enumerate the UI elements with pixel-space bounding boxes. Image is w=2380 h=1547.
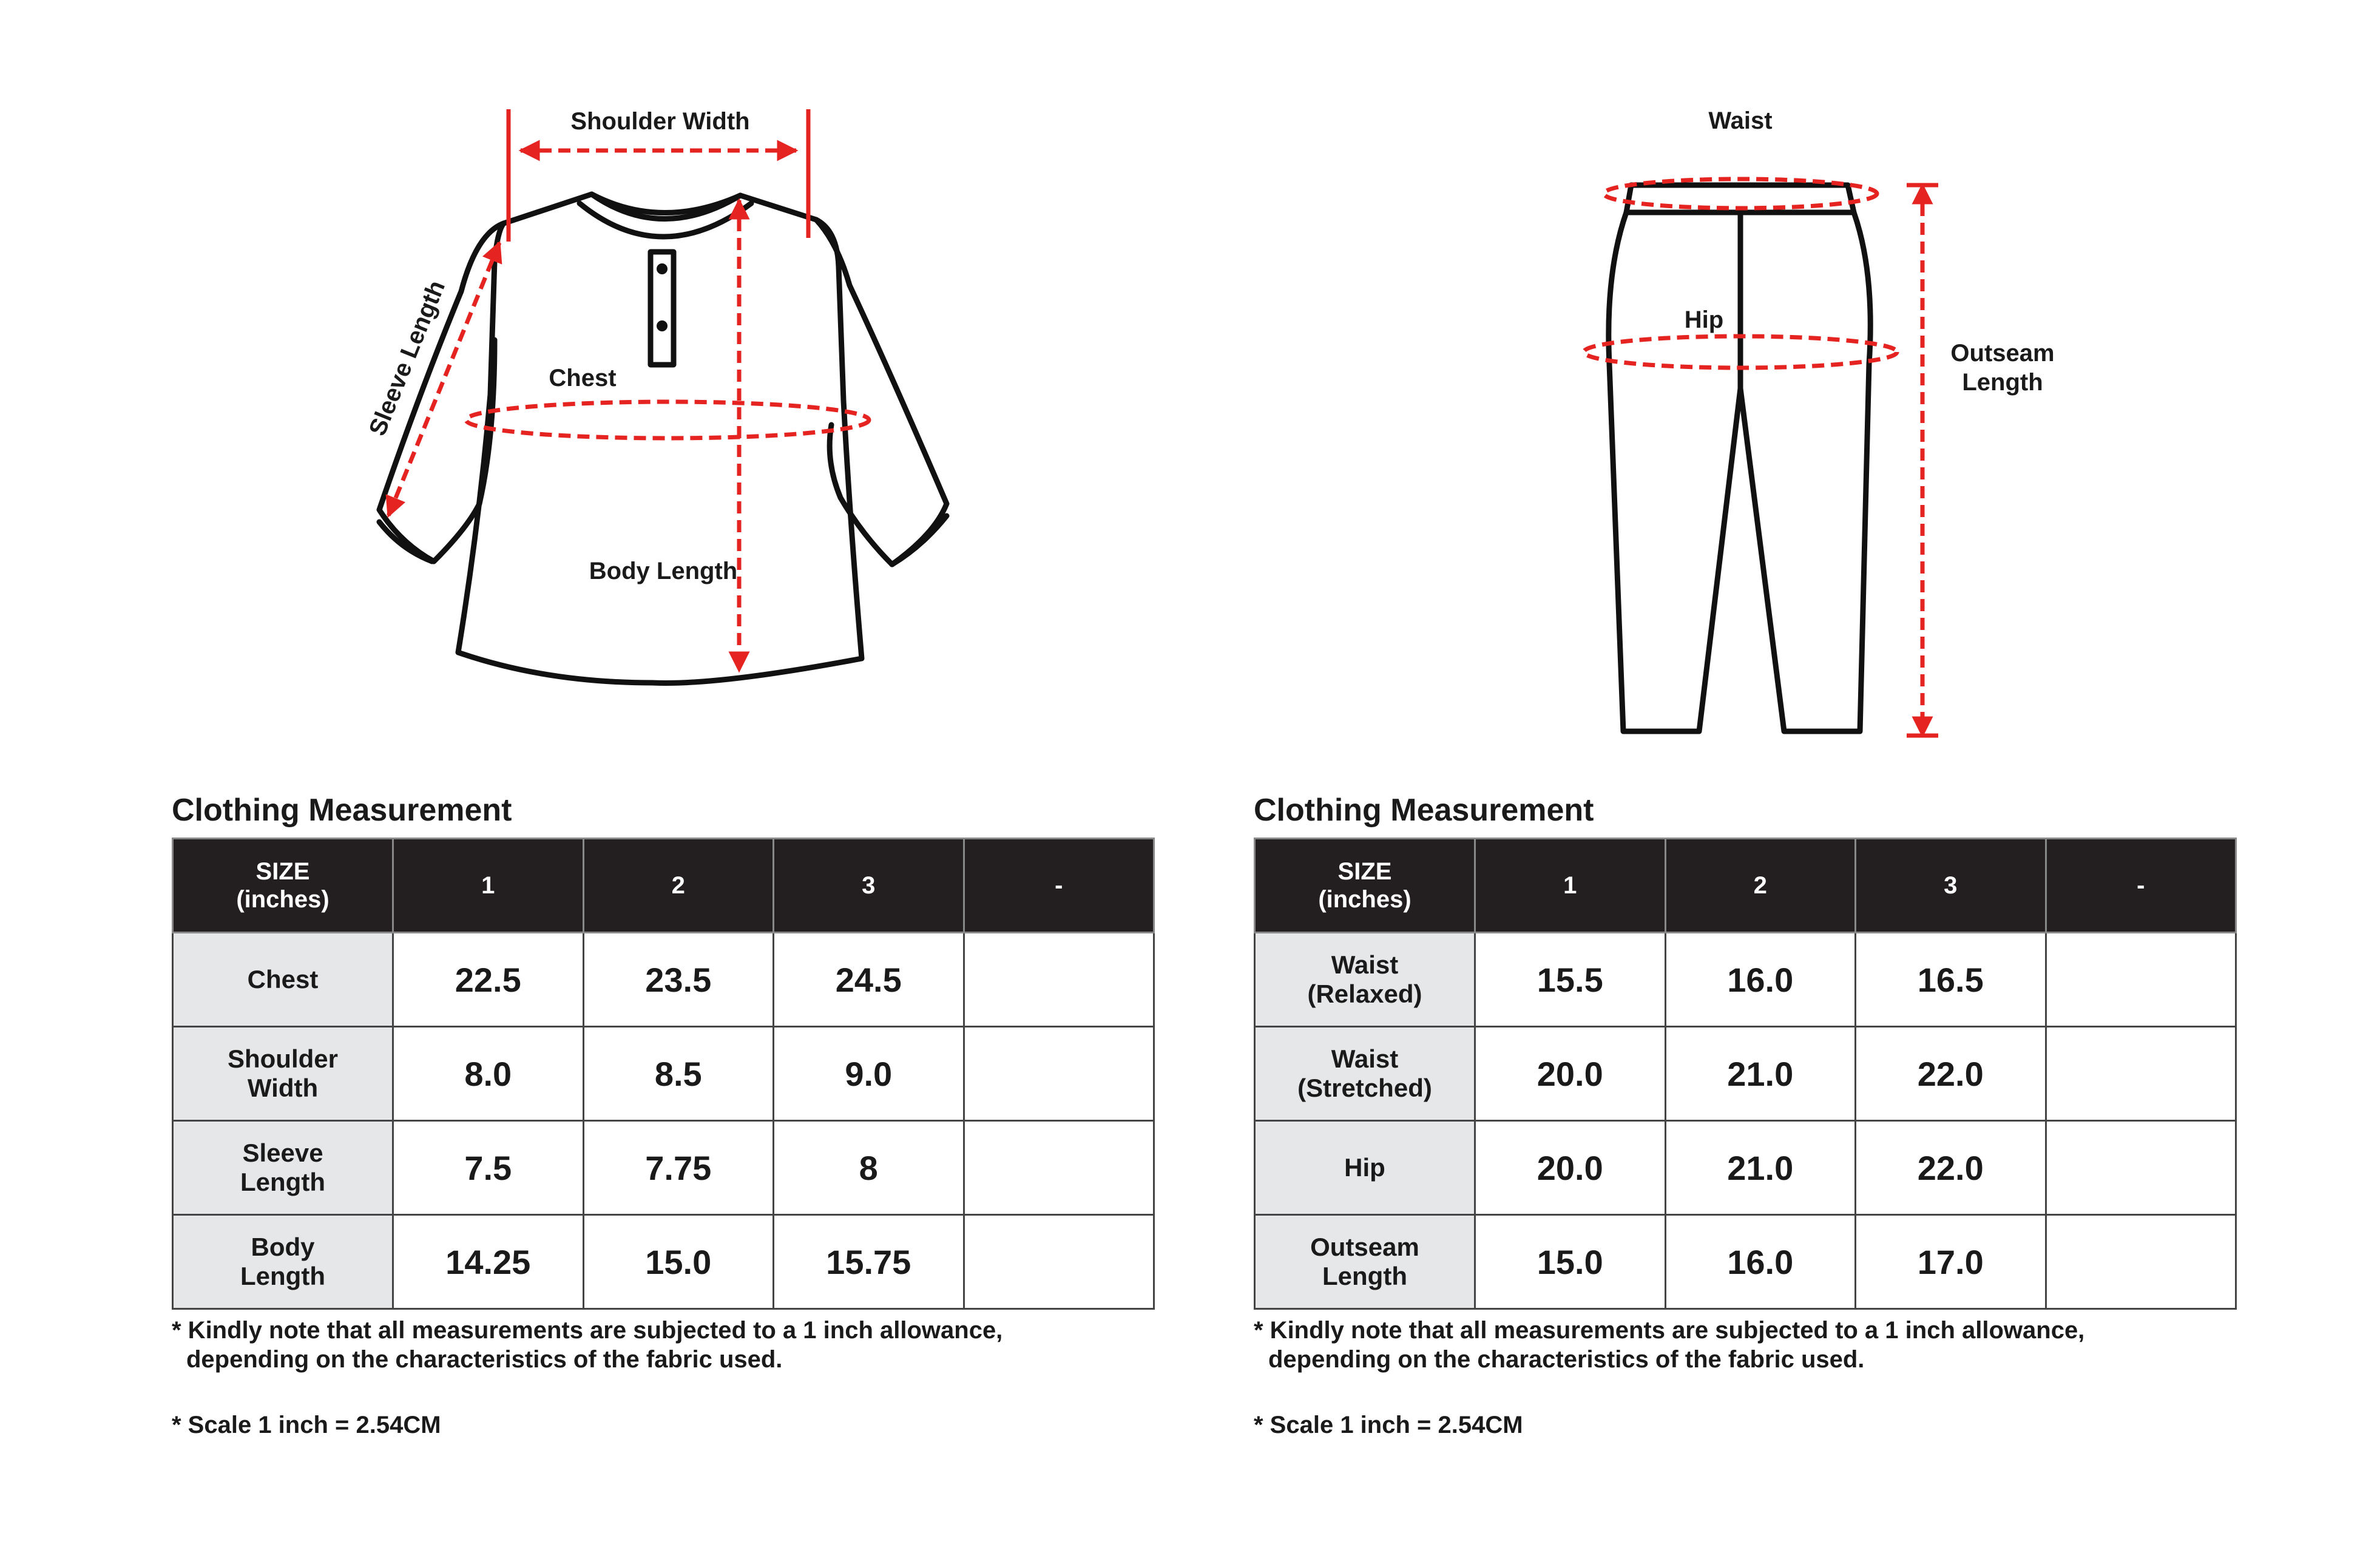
note-line2: depending on the characteristics of the fabric used. <box>186 1346 783 1373</box>
table-cell: 8.0 <box>393 1027 584 1121</box>
table-cell: 9.0 <box>774 1027 964 1121</box>
size-header-line1: SIZE <box>255 858 310 885</box>
row-label <box>173 1121 393 1215</box>
column-header: 1 <box>393 839 584 933</box>
row-label-line1: Body <box>251 1232 315 1261</box>
note-line2: depending on the characteristics of the fabric used. <box>1268 1346 1865 1373</box>
allowance-note <box>172 1316 1155 1374</box>
table-row <box>173 1215 1154 1309</box>
top-measurement-panel <box>172 789 1155 1439</box>
column-header: 2 <box>1665 839 1856 933</box>
table-cell <box>964 1215 1154 1309</box>
table-row <box>1255 1215 2236 1309</box>
row-label <box>1255 933 1475 1027</box>
table-row <box>1255 933 2236 1027</box>
row-label-line1: Sleeve <box>242 1138 323 1167</box>
row-label <box>1255 1027 1475 1121</box>
table-cell <box>2046 1027 2236 1121</box>
row-label-line1: Waist <box>1331 1044 1399 1073</box>
table-cell <box>964 1027 1154 1121</box>
row-label-line1: Hip <box>1344 1153 1385 1182</box>
column-header: 2 <box>583 839 774 933</box>
table-cell: 16.0 <box>1665 1215 1856 1309</box>
table-cell: 22.5 <box>393 933 584 1027</box>
note-line1: * Kindly note that all measurements are subjected to a 1 inch allowance, <box>172 1317 1003 1344</box>
hip-label: Hip <box>1684 306 1724 333</box>
table-cell: 15.0 <box>583 1215 774 1309</box>
row-label-line2: Length <box>240 1168 325 1196</box>
row-label-line1: Waist <box>1331 950 1399 979</box>
row-label-line2: Length <box>1322 1262 1407 1290</box>
table-cell <box>964 1121 1154 1215</box>
scale-note: * Scale 1 inch = 2.54CM <box>1254 1412 1523 1438</box>
table-row <box>173 1121 1154 1215</box>
column-header: - <box>2046 839 2236 933</box>
table-row <box>1255 1027 2236 1121</box>
column-header: 1 <box>1475 839 1666 933</box>
panel-title: Clothing Measurement <box>172 793 512 828</box>
note-line1: * Kindly note that all measurements are subjected to a 1 inch allowance, <box>1254 1317 2085 1344</box>
shoulder-width-label: Shoulder Width <box>570 108 750 135</box>
allowance-note <box>1254 1316 2237 1374</box>
top-measure-lines <box>388 109 869 671</box>
table-cell <box>2046 933 2236 1027</box>
size-header <box>1255 839 1475 933</box>
table-cell: 16.5 <box>1856 933 2046 1027</box>
table-cell: 20.0 <box>1475 1027 1666 1121</box>
top-button-icons <box>657 263 668 331</box>
table-header-row <box>173 839 1154 933</box>
table-row <box>1255 1121 2236 1215</box>
sleeve-length-label: Sleeve Length <box>363 277 451 440</box>
table-cell: 8 <box>774 1121 964 1215</box>
outseam-label-line1: Outseam <box>1950 340 2055 367</box>
pants-garment-drawing <box>1609 185 1870 731</box>
table-cell: 24.5 <box>774 933 964 1027</box>
row-label <box>173 1215 393 1309</box>
table-cell: 15.0 <box>1475 1215 1666 1309</box>
table-cell: 22.0 <box>1856 1027 2046 1121</box>
measurement-table <box>1254 838 2237 1310</box>
size-header-line2: (inches) <box>236 886 330 913</box>
table-cell: 15.5 <box>1475 933 1666 1027</box>
table-cell: 20.0 <box>1475 1121 1666 1215</box>
table-cell: 15.75 <box>774 1215 964 1309</box>
row-label-line2: Length <box>240 1262 325 1290</box>
table-header-row <box>1255 839 2236 933</box>
row-label-line2: (Stretched) <box>1297 1074 1432 1102</box>
row-label-line2: (Relaxed) <box>1307 980 1422 1008</box>
panel-title: Clothing Measurement <box>1254 793 1594 828</box>
column-header: 3 <box>774 839 964 933</box>
size-header <box>173 839 393 933</box>
table-cell: 21.0 <box>1665 1121 1856 1215</box>
table-cell: 21.0 <box>1665 1027 1856 1121</box>
pants-measurement-panel <box>1254 789 2237 1439</box>
column-header: 3 <box>1856 839 2046 933</box>
table-row <box>173 1027 1154 1121</box>
body-length-label: Body Length <box>589 558 738 584</box>
table-cell: 8.5 <box>583 1027 774 1121</box>
row-label <box>1255 1215 1475 1309</box>
chest-label: Chest <box>549 365 617 391</box>
outseam-label-line2: Length <box>1962 369 2043 396</box>
table-cell <box>2046 1215 2236 1309</box>
size-header-line2: (inches) <box>1318 886 1411 913</box>
row-label-line1: Shoulder <box>227 1044 338 1073</box>
row-label <box>173 1027 393 1121</box>
pants-measure-lines <box>1584 179 1938 736</box>
row-label-line1: Outseam <box>1310 1232 1419 1261</box>
measurement-table <box>172 838 1155 1310</box>
table-cell <box>964 933 1154 1027</box>
scale-note: * Scale 1 inch = 2.54CM <box>172 1412 441 1438</box>
row-label <box>173 933 393 1027</box>
table-row <box>173 933 1154 1027</box>
row-label-line2: Width <box>247 1074 319 1102</box>
table-cell: 17.0 <box>1856 1215 2046 1309</box>
table-cell: 7.75 <box>583 1121 774 1215</box>
row-label-line1: Chest <box>247 964 319 994</box>
table-cell: 16.0 <box>1665 933 1856 1027</box>
column-header: - <box>964 839 1154 933</box>
table-cell: 14.25 <box>393 1215 584 1309</box>
table-cell: 7.5 <box>393 1121 584 1215</box>
table-cell: 22.0 <box>1856 1121 2046 1215</box>
table-cell <box>2046 1121 2236 1215</box>
waist-label: Waist <box>1708 107 1773 134</box>
size-header-line1: SIZE <box>1337 858 1392 885</box>
row-label <box>1255 1121 1475 1215</box>
table-cell: 23.5 <box>583 933 774 1027</box>
